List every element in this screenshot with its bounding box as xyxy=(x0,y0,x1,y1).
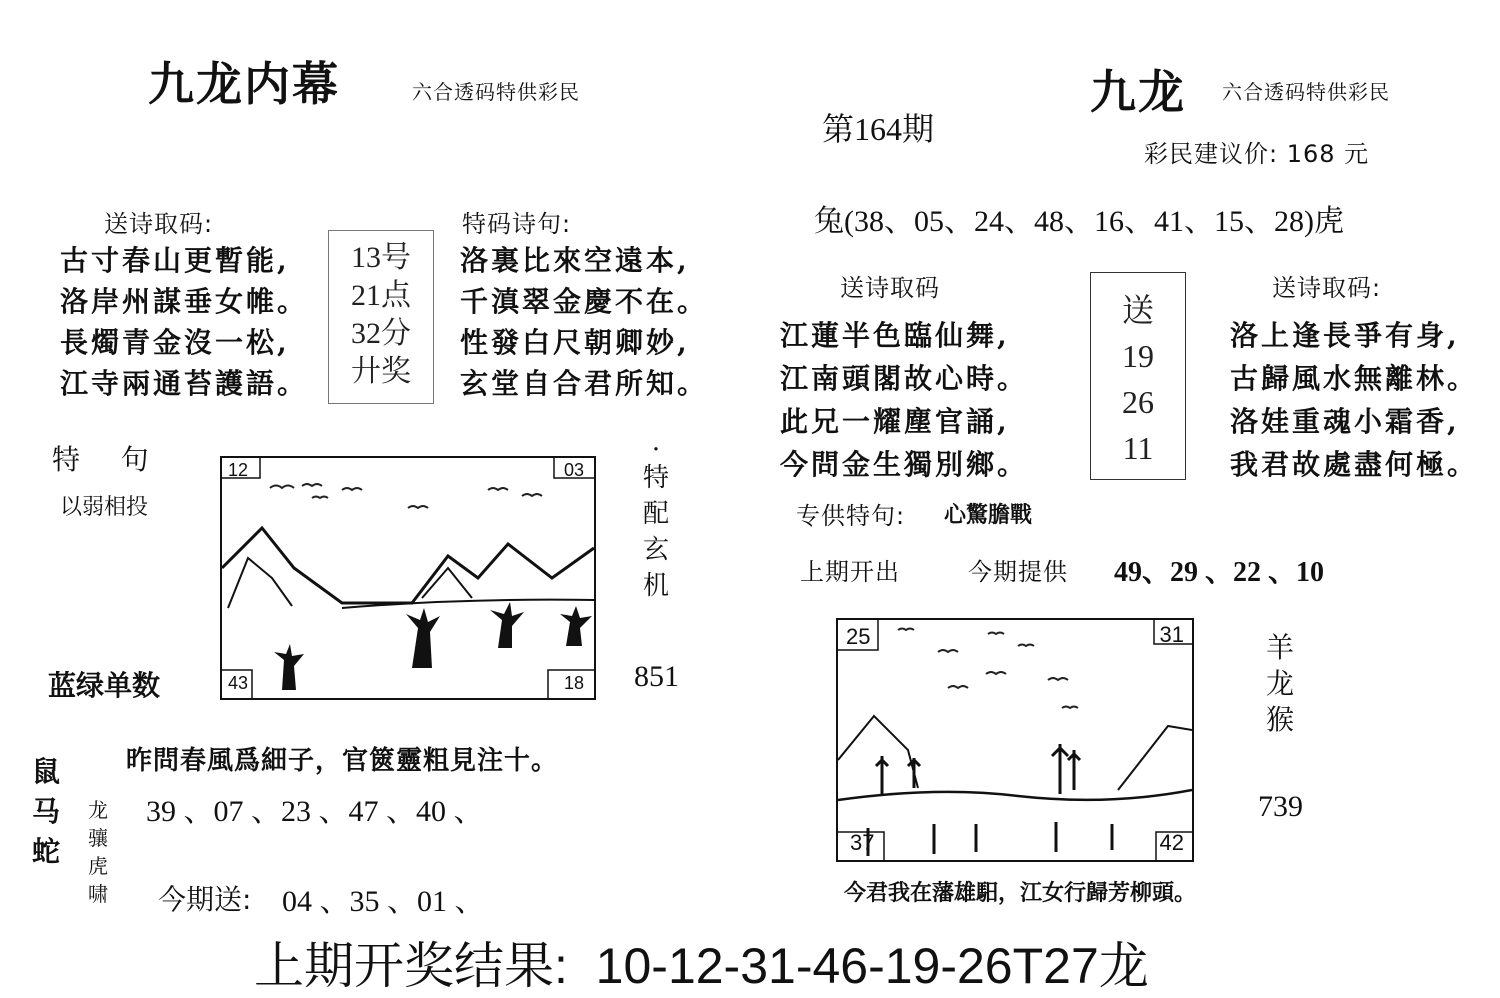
right-poem-left xyxy=(780,314,1028,486)
left-verse: 昨問春風爲細子，官篋靈粗見注十。 xyxy=(126,746,559,776)
provide-numbers: 49、29 、22 、10 xyxy=(1114,557,1325,588)
left-side-vertical xyxy=(638,435,674,604)
dragon-vertical xyxy=(84,796,112,908)
corner-number: 43 xyxy=(228,673,249,693)
last-draw-result: 上期开奖结果: 10-12-31-46-19-26T27龙 xyxy=(254,938,1149,994)
poem-line: 古寸春山更暫能, xyxy=(60,244,290,277)
right-title: 九龙 xyxy=(1090,65,1186,119)
right-side-vertical xyxy=(1262,630,1298,738)
last-issue-label: 上期开出 xyxy=(800,558,900,586)
poem-line: 江南頭閣故心時。 xyxy=(780,362,1029,395)
middle-box-line: 13号 xyxy=(351,241,411,274)
provide-label: 今期提供 xyxy=(968,558,1068,586)
special-text: 心驚膽戰 xyxy=(944,502,1033,528)
poem-line: 我君故處盡何極。 xyxy=(1230,448,1479,481)
side-char: 配 xyxy=(642,499,669,529)
poem-line: 今問金生獨別鄉。 xyxy=(780,448,1029,481)
poem-line: 江蓮半色臨仙舞, xyxy=(780,319,1010,352)
middle-box-line: 21点 xyxy=(351,279,411,312)
right-subtitle: 六合透码特供彩民 xyxy=(1222,80,1390,104)
side-char: 特 xyxy=(642,463,669,493)
left-middle-box xyxy=(328,230,434,404)
poem-line: 玄堂自合君所知。 xyxy=(460,367,709,400)
suggested-price: 彩民建议价: 168 元 xyxy=(1144,140,1370,168)
poem-line: 江寺兩通苔護語。 xyxy=(60,367,309,400)
middle-box-line: 送 xyxy=(1121,292,1154,328)
left-side-number: 851 xyxy=(634,660,679,693)
dragon-char: 啸 xyxy=(88,882,108,906)
right-poem-heading-left: 送诗取码 xyxy=(840,274,940,302)
corner-number: 18 xyxy=(563,673,584,693)
side-char: 玄 xyxy=(642,535,669,565)
zodiac-char: 蛇 xyxy=(31,835,60,868)
landscape-drawing xyxy=(838,620,1192,860)
poem-line: 古歸風水無離林。 xyxy=(1230,362,1479,395)
te-ju-text: 以弱相投 xyxy=(60,495,149,520)
right-caption: 今君我在藩雄馹，江女行歸芳柳頭。 xyxy=(844,880,1197,906)
right-landscape-picture xyxy=(836,618,1194,862)
corner-number: 42 xyxy=(1159,830,1184,855)
left-poem-heading: 送诗取码: xyxy=(104,210,214,238)
middle-box-line: 32分 xyxy=(351,317,411,350)
zodiac-char: 马 xyxy=(31,795,60,828)
corner-number: 03 xyxy=(563,460,584,480)
middle-box-line: 11 xyxy=(1122,430,1154,466)
side-char: 猴 xyxy=(1265,703,1294,736)
poem-line: 千滇翠金慶不在。 xyxy=(460,285,709,318)
corner-number: 12 xyxy=(228,460,249,480)
poem-line: 洛上逢長爭有身, xyxy=(1230,319,1460,352)
jinqi-label: 今期送: xyxy=(158,883,252,916)
zodiac-vertical xyxy=(28,752,64,872)
side-char: 机 xyxy=(642,571,669,601)
jinqi-numbers: 04 、35 、01 、 xyxy=(282,885,485,918)
zodiac-char: 鼠 xyxy=(31,755,60,788)
poem-line: 長燭青金沒一松, xyxy=(60,326,290,359)
right-numbers-line: 兔(38、05、24、48、16、41、15、28)虎 xyxy=(814,205,1344,238)
right-side-number: 739 xyxy=(1258,790,1303,823)
poem-line: 洛岸州謀垂女帷。 xyxy=(60,285,309,318)
poem-line: 性發白尺朝卿妙, xyxy=(460,326,690,359)
corner-number: 25 xyxy=(846,624,871,649)
dragon-char: 龙 xyxy=(88,798,108,822)
left-landscape-picture xyxy=(220,456,596,700)
issue-number: 第164期 xyxy=(822,111,935,147)
left-numbers-line: 39 、07 、23 、47 、40 、 xyxy=(146,795,484,828)
middle-box-line: 廾奖 xyxy=(351,355,411,388)
middle-box-line: 26 xyxy=(1122,384,1154,420)
right-poem-heading-right: 送诗取码: xyxy=(1272,274,1382,302)
middle-box-line: 19 xyxy=(1122,338,1154,374)
side-char: 羊 xyxy=(1265,631,1294,664)
special-label: 专供特句: xyxy=(796,502,906,530)
dragon-char: 虎 xyxy=(88,854,108,878)
corner-number: 31 xyxy=(1159,622,1184,647)
poem-line: 洛娃重魂小霜香, xyxy=(1230,405,1460,438)
right-poem-right xyxy=(1230,314,1478,486)
poem-line: 洛裏比來空遠本, xyxy=(460,244,690,277)
dragon-char: 骧 xyxy=(88,826,108,850)
left-special-heading: 特码诗句: xyxy=(462,210,572,238)
left-poem xyxy=(60,240,308,404)
left-special-poem xyxy=(460,240,708,404)
te-ju-label: 特 句 xyxy=(52,443,150,476)
corner-number: 37 xyxy=(850,830,875,855)
side-char: · xyxy=(651,435,661,465)
right-middle-box xyxy=(1090,272,1186,480)
poem-line: 此兄一耀塵官誦, xyxy=(780,405,1010,438)
side-char: 龙 xyxy=(1265,667,1294,700)
left-title: 九龙内幕 xyxy=(148,57,340,111)
landscape-drawing xyxy=(222,458,594,698)
left-subtitle: 六合透码特供彩民 xyxy=(412,80,580,104)
blue-green-odd: 蓝绿单数 xyxy=(48,669,161,702)
